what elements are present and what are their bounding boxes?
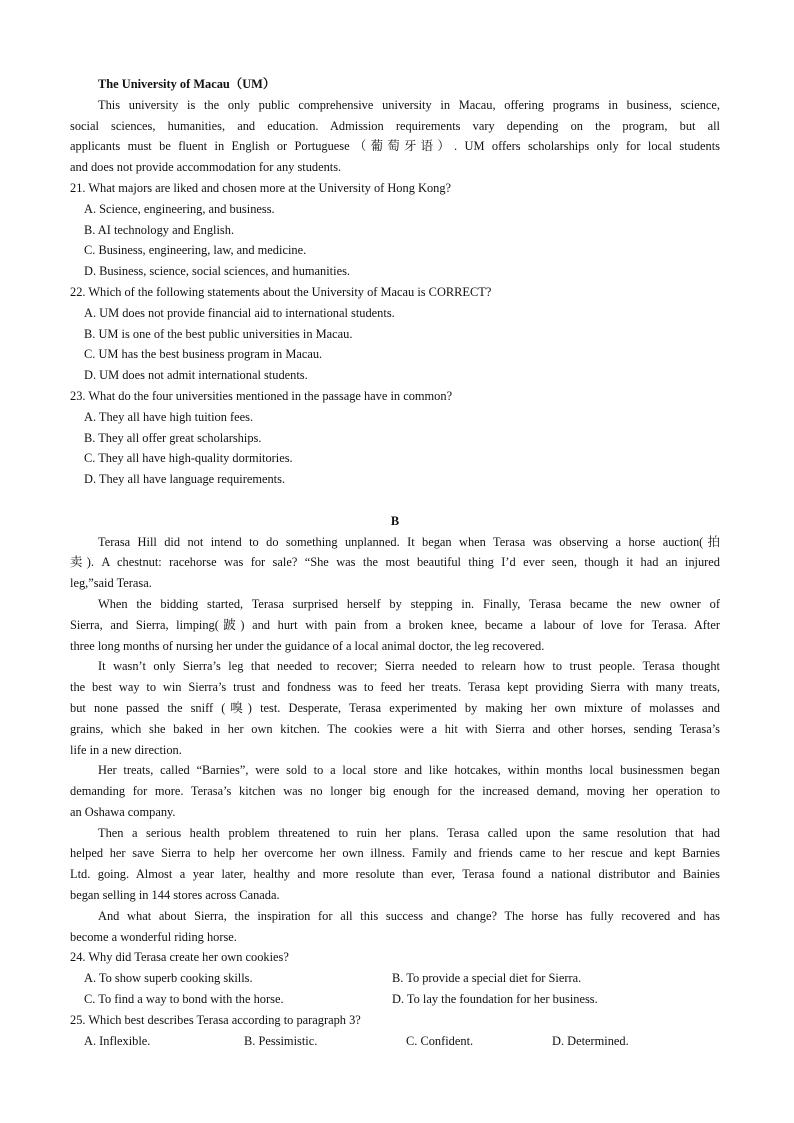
section-b-paragraph-3 (70, 656, 720, 760)
paragraph-line: grains, which she baked in her own kitchen. The cookies were a hit with Sierra and other horses, sending Terasa’s (70, 721, 720, 736)
question-stem: 21. What majors are liked and chosen more at the University of Hong Kong? (70, 180, 452, 195)
option-d[interactable]: D. They all have language requirements. (84, 472, 286, 487)
paragraph-line: three long months of nursing her under the guidance of a local animal doctor, the leg recovered. (70, 638, 545, 653)
paragraph-line: Ltd. going. Almost a year later, healthy and more resolute than ever, Terasa found a national distributor and Bainies (70, 867, 720, 882)
question-24 (70, 947, 720, 1009)
section-a-title: The University of Macau（UM） (98, 77, 276, 91)
paragraph-line: Terasa Hill did not intend to do something unplanned. It began when Terasa was observing a horse auction(拍 (98, 534, 720, 549)
option-c[interactable]: C. They all have high-quality dormitories. (84, 451, 293, 466)
option-b[interactable]: B. AI technology and English. (84, 222, 235, 237)
question-stem: 23. What do the four universities mentioned in the passage have in common? (70, 388, 453, 403)
question-23 (70, 386, 720, 490)
paragraph-line: an Oshawa company. (70, 804, 176, 819)
option-a[interactable]: A. To show superb cooking skills. (84, 971, 253, 986)
options-row (70, 1031, 720, 1052)
paragraph-line: It wasn’t only Sierra’s leg that needed to recover; Sierra needed to relearn how to trust people. Terasa thought (98, 659, 720, 674)
option-c[interactable]: C. To find a way to bond with the horse. (84, 992, 284, 1007)
option-a[interactable]: A. Inflexible. (84, 1033, 151, 1048)
paragraph-line: This university is the only public comprehensive university in Macau, offering programs in business, science, (98, 97, 720, 112)
paragraph-line: And what about Sierra, the inspiration for all this success and change? The horse has fully recovered and has (98, 908, 720, 923)
paragraph-line: Then a serious health problem threatened to ruin her plans. Terasa called upon the same resolution that had (98, 825, 720, 840)
question-stem: 22. Which of the following statements about the University of Macau is CORRECT? (70, 284, 492, 299)
option-b[interactable]: B. Pessimistic. (244, 1033, 318, 1048)
section-b-paragraph-4 (70, 760, 720, 822)
question-22 (70, 282, 720, 386)
option-d[interactable]: D. Business, science, social sciences, and humanities. (84, 264, 350, 279)
section-a-paragraph (70, 95, 720, 178)
option-c[interactable]: C. UM has the best business program in Macau. (84, 347, 323, 362)
section-b-paragraph-5 (70, 823, 720, 906)
paragraph-line: social sciences, humanities, and education. Admission requirements vary depending on the program, but all (70, 118, 720, 133)
option-b[interactable]: B. To provide a special diet for Sierra. (392, 971, 582, 986)
option-b[interactable]: B. UM is one of the best public universities in Macau. (84, 326, 353, 341)
paragraph-line: leg,”said Terasa. (70, 576, 152, 591)
question-21 (70, 178, 720, 282)
paragraph-line: When the bidding started, Terasa surprised herself by stepping in. Finally, Terasa became the new owner of (98, 596, 720, 611)
option-d[interactable]: D. Determined. (552, 1033, 629, 1048)
option-c[interactable]: C. Business, engineering, law, and medicine. (84, 243, 307, 258)
paragraph-line: life in a new direction. (70, 742, 182, 757)
paragraph-line: demanding for more. Terasa’s kitchen was no longer big enough for the increased demand, moving her operation to (70, 784, 720, 799)
paragraph-line: Her treats, called “Barnies”, were sold to a local store and like hotcakes, within months local businessmen began (98, 763, 720, 778)
option-a[interactable]: A. UM does not provide financial aid to international students. (84, 305, 395, 320)
question-25 (70, 1010, 720, 1052)
spacer (70, 490, 720, 511)
options-row (70, 968, 720, 989)
paragraph-line: helped her save Sierra to help her overcome her own illness. Family and friends came to her rescue and kept Barnies (70, 846, 720, 861)
paragraph-line: 卖). A chestnut: racehorse was for sale? “She was the most beautiful thing I’d ever seen, though it had an injured (70, 555, 720, 570)
options-row (70, 989, 720, 1010)
section-b-heading: B (390, 513, 400, 528)
exam-page (70, 74, 720, 1051)
option-d[interactable]: D. To lay the foundation for her business. (392, 992, 598, 1007)
option-b[interactable]: B. They all offer great scholarships. (84, 430, 262, 445)
paragraph-line: began selling in 144 stores across Canada. (70, 888, 280, 903)
section-b-paragraph-1 (70, 532, 720, 594)
paragraph-line: Sierra, and Sierra, limping(跛) and hurt with pain from a broken knee, became a labour of love for Terasa. After (70, 617, 720, 632)
paragraph-line: the best way to win Sierra’s trust and fondness was to feed her treats. Terasa kept providing Sierra with many treats, (70, 680, 720, 695)
question-stem: 25. Which best describes Terasa according to paragraph 3? (70, 1012, 361, 1027)
option-d[interactable]: D. UM does not admit international students. (84, 368, 308, 383)
paragraph-line: applicants must be fluent in English or Portuguese（葡萄牙语）. UM offers scholarships only for local students (70, 139, 720, 154)
option-a[interactable]: A. They all have high tuition fees. (84, 409, 254, 424)
section-b-paragraph-6 (70, 906, 720, 948)
question-stem: 24. Why did Terasa create her own cookies? (70, 950, 289, 965)
paragraph-line: and does not provide accommodation for any students. (70, 160, 342, 175)
option-c[interactable]: C. Confident. (406, 1033, 474, 1048)
option-a[interactable]: A. Science, engineering, and business. (84, 201, 275, 216)
paragraph-line: become a wonderful riding horse. (70, 929, 237, 944)
paragraph-line: but none passed the sniff (嗅) test. Desperate, Terasa experimented by making her own mixture of molasses and (70, 700, 720, 715)
section-b-paragraph-2 (70, 594, 720, 656)
